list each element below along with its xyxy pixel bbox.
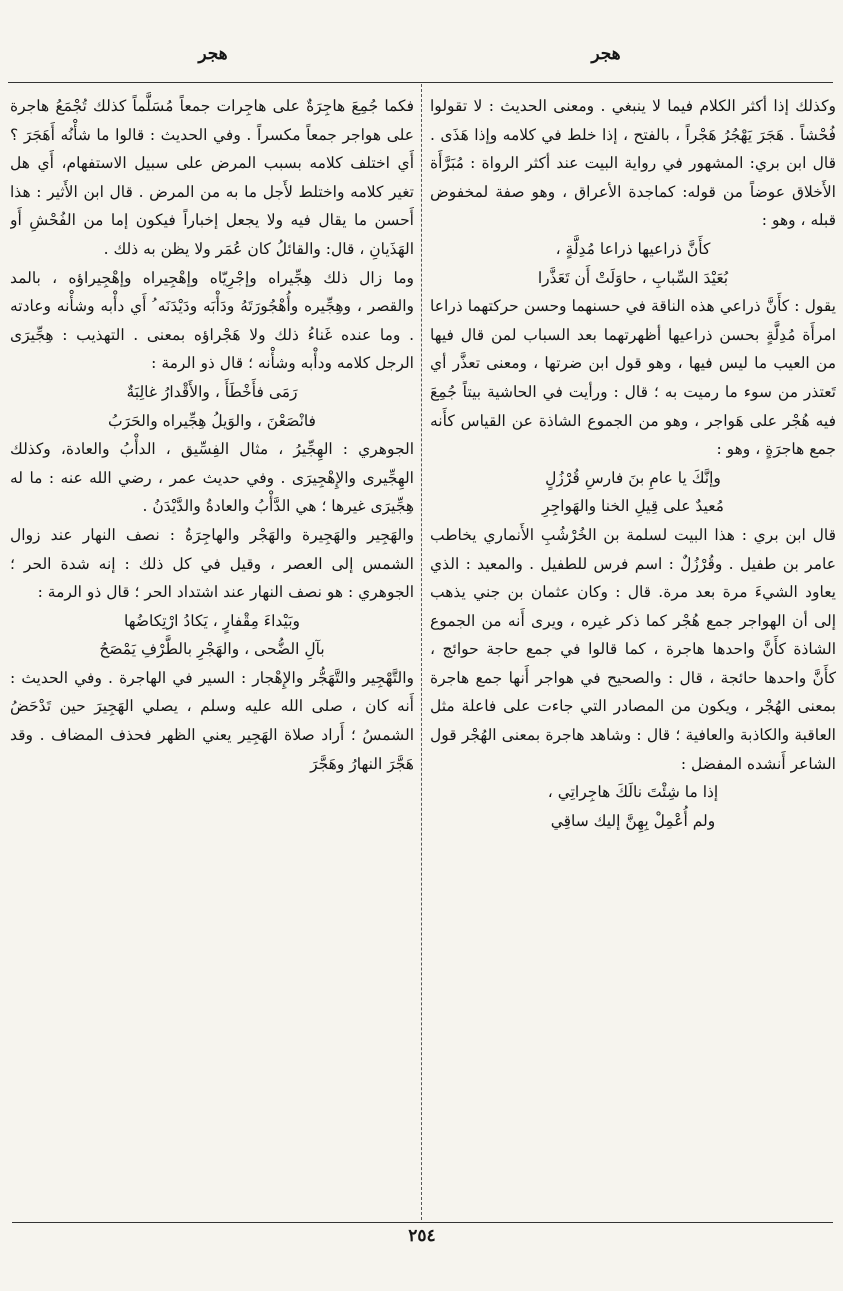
right-paragraph-2: يقول : كأَنَّ ذراعي هذه الناقة في حسنهما وحسن حركتهما ذراعا امرأَة مُدِلَّةٍ بحسن ذراعيها أظهرتهما بعد السباب لمن قال فيها من العيب ما ليس فيها ، وهو قول ابن ضرتها ، ومعنى تعذَّر أي تَعتذر من سوء ما رميت به ؛ قال : ورأيت في الحاشية بيتاً جُمِعَ فيه هُجْر على هَواجر ، وهو من الجموع الشاذة عن القياس كأَنه جمع هاجرَةٍ ، وهو : bbox=[430, 297, 836, 459]
running-header-right: هجر bbox=[591, 44, 621, 64]
right-verse-1a: كأَنَّ ذراعيها ذراعا مُدِلَّةٍ ، bbox=[555, 239, 711, 258]
left-paragraph-3: الجوهري : الهِجِّيرُ ، مثال الفِسِّيق ، الدأْبُ والعادة، وكذلك الهِجِّيرى والإِهْجِيرَى . وفي حديث عمر ، رضي الله عنه : ما له هِجِّيرَى غيرها ؛ هي الدَّأْبُ والعادةُ والدَّيْدَنُ . bbox=[10, 440, 414, 516]
left-verse-2b: بآلِ الضُّحى ، والهَجْرِ بالطَّرْفِ يَمْصَحُ bbox=[99, 640, 325, 659]
left-verse-1a: رَمَى فأَخْطَأَ ، والأَقْدارُ غالِبَةٌ bbox=[126, 382, 298, 401]
column-divider bbox=[421, 84, 422, 1220]
left-paragraph-2: وما زال ذلك هِجِّيراه وإجْرِيّاه وإهْجِيراه وإهْجِيراؤه ، بالمد والقصر ، وهِجِّيره وأُهْجُورَتَهُ ودَأْبَه ودَيْدَنَه ُ أَي دأْبه وشأْنه وعادته . وما عنده غَناءُ ذلك ولا هَجْراؤه بمعنى . التهذيب : هِجِّيرَى الرجل كلامه ودأْبه وشأْنه ؛ قال ذو الرمة : bbox=[10, 268, 414, 373]
right-verse-3b: ولم أُعْمِلْ بِهِنَّ إليك ساقِي bbox=[550, 811, 716, 830]
left-verse-1b: فانْصَعْنَ ، والوَيلُ هِجِّيراه والحَرَبُ bbox=[108, 411, 316, 430]
left-paragraph-4: والهَجِير والهَجِيرة والهَجْر والهاجِرَةُ : نصف النهار عند زوال الشمس إلى العصر ، وقيل في كل ذلك : إنه شدة الحر ؛ الجوهري : هو نصف النهار عند اشتداد الحر ؛ قال ذو الرمة : bbox=[10, 525, 414, 602]
footer-rule bbox=[12, 1222, 833, 1223]
right-verse-2a: وإنَّكَ يا عامِ بنَ فارسِ قُرْزُلٍ bbox=[545, 468, 721, 487]
right-verse-1b: بُعَيْدَ السِّبابِ ، حاوَلَتْ أَن تَعَذَّرا bbox=[537, 268, 729, 287]
left-verse-2a: وبَيْداءَ مِقْفارٍ ، يَكادُ ارْتِكاضُها bbox=[123, 611, 301, 630]
right-paragraph-1: وكذلك إذا أكثر الكلام فيما لا ينبغي . ومعنى الحديث : لا تقولوا فُحْشاً . هَجَرَ يَهْجُرُ هَجْراً ، بالفتح ، إذا خلط في كلامه وإذا هَذَى . قال ابن بري: المشهور في رواية البيت عند أكثر الرواة : مُبَرَّأَة الأَخلاق عوضاً من قوله: كماجدة الأعراق ، وهو صفة لمخفوض قبله ، وهو : bbox=[430, 97, 836, 230]
left-paragraph-5: والتَّهْجِير والتَّهَجُّر والإِهْجار : السير في الهاجرة . وفي الحديث : أَنه كان ، صلى الله عليه وسلم ، يصلي الهَجِيرَ حين تَدْحَضُ الشمسُ ؛ أَراد صلاة الهَجِير يعني الظهر فحذف المضاف . وقد هَجَّرَ النهارُ وهَجَّرَ bbox=[10, 668, 414, 773]
header-rule bbox=[8, 82, 833, 83]
right-column bbox=[430, 92, 836, 1216]
left-paragraph-1: فكما جُمِعَ هاجِرَةٌ على هاجِرات جمعاً مُسَلَّماً كذلك تُجْمَعُ هاجرة على هواجر جمعاً مكسراً . وفي الحديث : قالوا ما شأْنُه أَهَجَرَ ؟ أَي اختلف كلامه بسبب المرض على سبيل الاستفهام، أَي هل تغير كلامه واختلط لأَجل ما به من المرض . قال ابن الأَثير : هذا أَحسن ما يقال فيه ولا يجعل إخباراً فيكون إما من الفُحْشِ أَو الهَذَيانِ ، قال: والقائلُ كان عُمَر ولا يظن به ذلك . bbox=[10, 97, 414, 258]
running-header-left: هجر bbox=[198, 44, 228, 64]
right-paragraph-3: قال ابن بري : هذا البيت لسلمة بن الخُرْشُبِ الأَنماري يخاطب عامر بن طفيل . وقُرْزُلٌ : اسم فرس للطفيل . والمعيد : الذي يعاود الشيءَ مرة بعد مرة. قال : وكان عثمان بن جني يذهب إلى أن الهواجر جمع هُجْر كما ذكر غيره ، ويرى أَنه من الجموع الشاذة كأَنَّ واحدها هاجرة ، كما قالوا في جمع حاجة حوائج ، كأَنَّ واحدها حائجة ، قال : والصحيح في هواجر أَنها جمع هاجرة بمعنى الهُجْر ، ويكون من المصادر التي جاءت على فاعلة مثل العاقبة والكاذبة والعافية ؛ قال : وشاهد هاجرة بمعنى الهُجْر قول الشاعر أَنشده المفضل : bbox=[430, 525, 836, 773]
right-verse-3a: إذا ما شِئْتَ نالَكَ هاجِراتِي ، bbox=[547, 783, 719, 802]
left-column bbox=[10, 92, 414, 1216]
right-verse-2b: مُعيدٌ على قِيلِ الخنا والهَواجِرِ bbox=[542, 497, 724, 516]
page-number: ٢٥٤ bbox=[408, 1226, 436, 1246]
